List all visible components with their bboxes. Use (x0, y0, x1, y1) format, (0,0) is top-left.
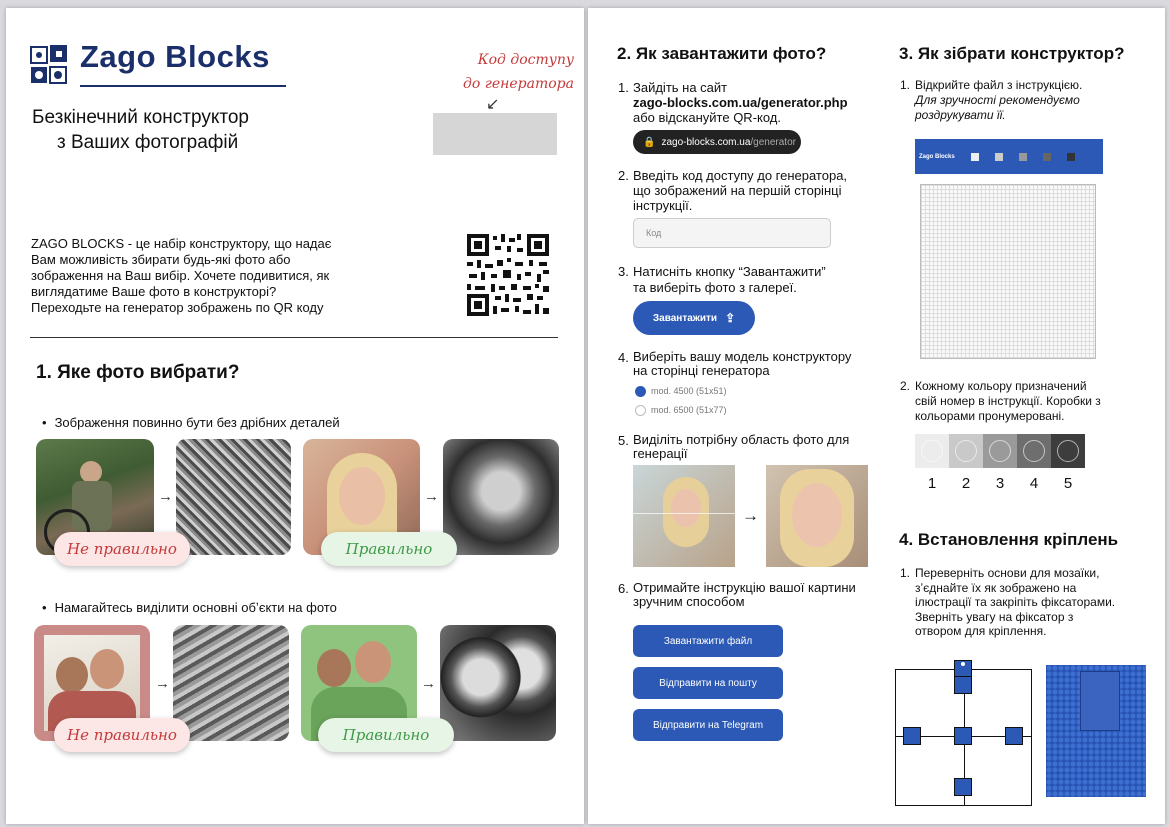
step-number: 5. (618, 433, 629, 448)
url-path: /generator (750, 136, 796, 148)
arrow-right-icon: → (158, 488, 173, 505)
step-text: Виберіть вашу модель конструктору (633, 349, 852, 364)
right-page (588, 8, 1165, 824)
step-number: 1. (900, 566, 911, 580)
photo-couple-pixel-good (440, 625, 556, 741)
s2-step6 (633, 581, 883, 609)
code-input[interactable] (633, 218, 831, 248)
lock-icon: 🔒 (643, 136, 656, 148)
code-placeholder: Код (646, 228, 662, 238)
logo-text: Zago Blocks (80, 39, 270, 74)
color-number: 3 (995, 475, 1005, 492)
step-text: Відкрийте файл з інструкцією. (915, 78, 1083, 92)
step-number: 6. (618, 581, 629, 596)
subtitle-line: Безкінечний конструктор (32, 107, 249, 128)
step-number: 4. (618, 350, 629, 365)
step-number: 2. (618, 168, 629, 183)
access-code-box (433, 113, 557, 155)
s4-step1 (915, 566, 1160, 639)
arrow-right-icon: → (421, 675, 436, 692)
color-swatch-4 (1017, 434, 1051, 468)
step-text: зручним способом (633, 594, 745, 609)
step-text: або відскануйте QR-код. (633, 110, 781, 125)
baseplate-photo (1046, 665, 1146, 797)
logo-icon (30, 45, 68, 85)
photo-crop-before (633, 465, 735, 567)
s2-step4 (633, 350, 883, 378)
section2-title: 2. Як завантажити фото? (617, 44, 827, 63)
step-text: інструкції. (633, 198, 693, 213)
arrow-down-icon: ↙ (486, 96, 500, 113)
color-number: 1 (927, 475, 937, 492)
right-badge: Правильно (318, 718, 454, 752)
step-text-italic: Для зручності рекомендуємо (915, 93, 1080, 107)
section4-title: 4. Встановлення кріплень (899, 530, 1119, 549)
intro-line: Вам можливість збирати будь-які фото або (31, 252, 291, 267)
qr-code[interactable] (467, 234, 549, 316)
upload-icon: ⇪ (725, 311, 736, 325)
logo-underline (80, 85, 286, 87)
model-option-label: mod. 6500 (51x77) (651, 405, 727, 415)
step-text: Переверніть основи для мозаїки, (915, 566, 1100, 580)
step-number: 3. (618, 264, 629, 279)
access-code-label (454, 48, 574, 96)
url-bar[interactable] (633, 130, 801, 154)
color-swatch-5 (1051, 434, 1085, 468)
fixator (1005, 727, 1023, 745)
wrong-badge: Не правильно (54, 532, 190, 566)
step-text: Зверніть увагу на фіксатор з (915, 609, 1074, 624)
intro-line: Переходьте на генератор зображень по QR коду (31, 300, 324, 315)
wrong-badge: Не правильно (54, 718, 190, 752)
photo-cyclist-pixel (176, 439, 291, 555)
step-text: зʼєднайте їх як зображено на (915, 580, 1077, 595)
color-swatch-3 (983, 434, 1017, 468)
s3-step1 (915, 78, 1155, 123)
color-number: 5 (1063, 475, 1073, 492)
intro-line: виглядатиме Ваше фото в конструкторі? (31, 284, 277, 299)
s2-step5 (633, 433, 883, 461)
upload-label: Завантажити (652, 312, 718, 324)
step-text: на сторінці генератора (633, 363, 770, 378)
right-badge: Правильно (321, 532, 457, 566)
send-telegram-button[interactable]: Відправити на Telegram (633, 709, 783, 741)
url-host: zago-blocks.com.ua (661, 136, 751, 148)
upload-button[interactable] (633, 301, 755, 335)
step-text: генерації (633, 446, 688, 461)
step-text-italic: роздрукувати її. (915, 108, 1006, 122)
step-text: кольорами пронумеровані. (915, 409, 1065, 423)
divider (30, 337, 558, 338)
arrow-right-icon: → (155, 675, 170, 692)
step-text: Виділіть потрібну область фото для (633, 432, 850, 447)
step-text: що зображений на першій сторінці (633, 183, 842, 198)
fixator (954, 727, 972, 745)
section3-title: 3. Як зібрати конструктор? (899, 44, 1125, 63)
color-swatch-1 (915, 434, 949, 468)
photo-couple-pixel-bad (173, 625, 289, 741)
step-text: Кожному кольору призначений (915, 379, 1087, 393)
step-number: 2. (900, 379, 911, 393)
step-number: 1. (618, 80, 629, 95)
bullet-main-objects: • Намагайтесь виділити основні обʼєкти на фото (42, 600, 337, 616)
left-page (6, 8, 584, 824)
step-text: Отримайте інструкцію вашої картини (633, 580, 856, 595)
download-file-button[interactable]: Завантажити файл (633, 625, 783, 657)
model-radio-4500[interactable] (635, 386, 646, 397)
subtitle (32, 105, 249, 155)
model-radio-6500[interactable] (635, 405, 646, 416)
mini-logo: Zago Blocks (919, 153, 955, 160)
arrow-right-icon: → (424, 488, 439, 505)
intro-line: ZAGO BLOCKS - це набір конструктору, що надає (31, 236, 332, 251)
photo-crop-after (766, 465, 868, 567)
step-text: Натисніть кнопку “Завантажити” (633, 264, 826, 279)
generator-url[interactable]: zago-blocks.com.ua/generator.php (633, 95, 848, 110)
s2-step1 (633, 80, 883, 125)
step-text: свій номер в інструкції. Коробки з (915, 394, 1101, 408)
instruction-header-strip (915, 139, 1103, 174)
subtitle-line: з Ваших фотографій (57, 132, 239, 153)
bullet-no-details: • Зображення повинно бути без дрібних деталей (42, 415, 340, 431)
color-number: 4 (1029, 475, 1039, 492)
s3-step2 (915, 379, 1155, 424)
fixator (954, 778, 972, 796)
access-code-line: Код доступу (477, 52, 574, 68)
step-text: ілюстрації та закріпіть фіксаторами. (915, 595, 1116, 609)
step-text: отвором для кріплення. (915, 624, 1047, 638)
section1-title: 1. Яке фото вибрати? (36, 362, 240, 383)
arrow-right-icon: → (742, 506, 759, 525)
s2-step3 (633, 264, 883, 296)
access-code-line: до генератора (463, 76, 574, 92)
intro-line: зображення на Ваш вибір. Хочете подивитися, як (31, 268, 330, 283)
fixator (954, 676, 972, 694)
step-text: Введіть код доступу до генератора, (633, 168, 848, 183)
model-option-label: mod. 4500 (51x51) (651, 386, 727, 396)
photo-woman-pixel (443, 439, 559, 555)
step-text: та виберіть фото з галереї. (633, 280, 797, 295)
send-email-button[interactable]: Відправити на пошту (633, 667, 783, 699)
s2-step2 (633, 168, 883, 213)
step-number: 1. (900, 78, 911, 92)
color-number: 2 (961, 475, 971, 492)
instruction-grid-preview (920, 184, 1096, 359)
fixator (903, 727, 921, 745)
color-swatch-2 (949, 434, 983, 468)
step-text: Зайдіть на сайт (633, 80, 728, 95)
intro-text (31, 236, 451, 316)
